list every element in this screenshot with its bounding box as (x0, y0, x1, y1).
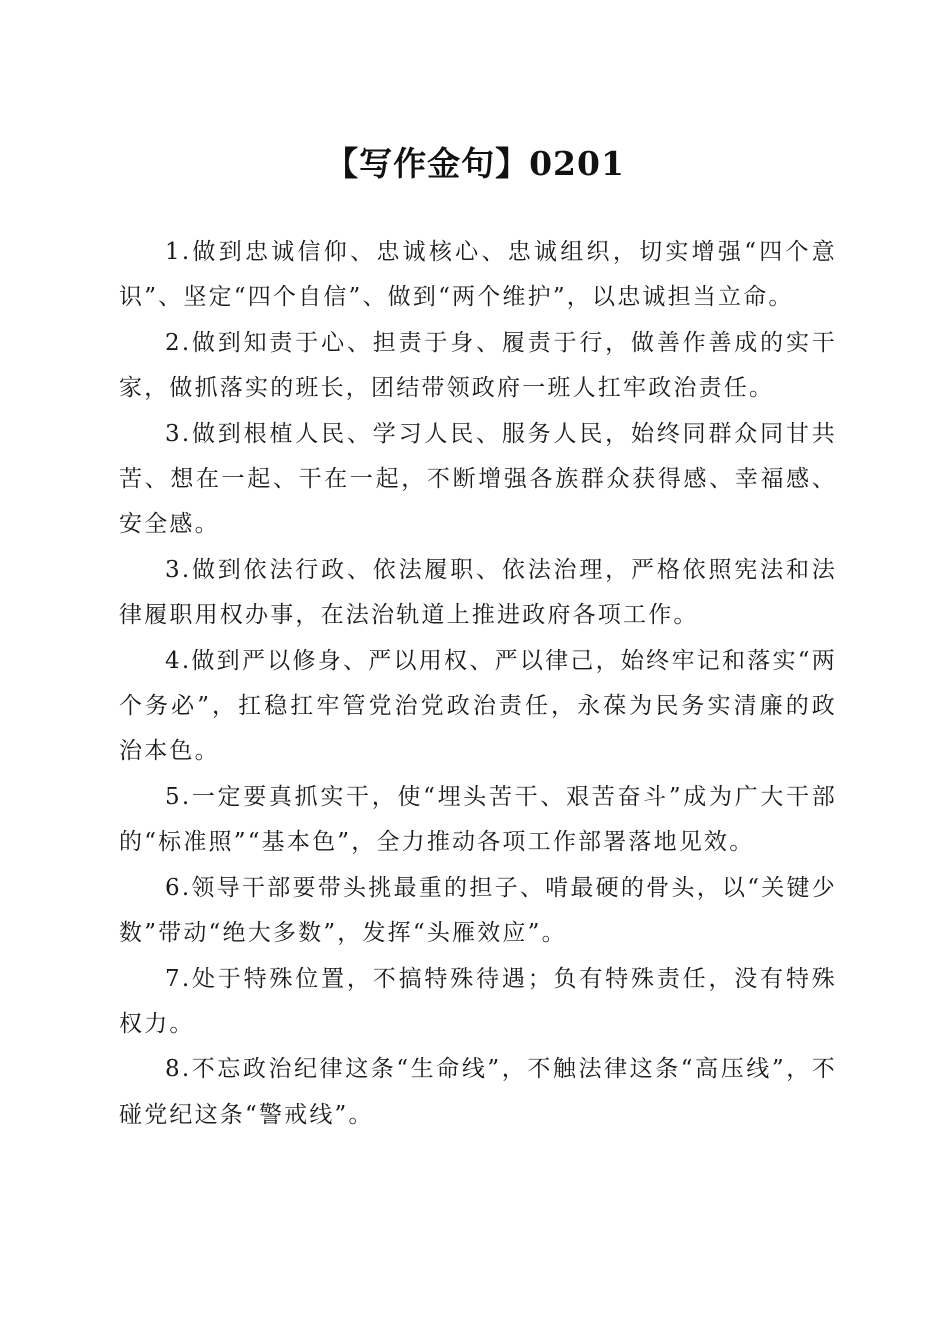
paragraph-9: 8.不忘政治纪律这条“生命线”，不触法律这条“高压线”，不碰党纪这条“警戒线”。 (119, 1056, 837, 1128)
document-title: 【写作金句】0201 (325, 144, 625, 183)
paragraph-1: 1.做到忠诚信仰、忠诚核心、忠诚组织，切实增强“四个意识”、坚定“四个自信”、做到“两个维护”，以忠诚担当立命。 (119, 239, 837, 311)
paragraph-3: 3.做到根植人民、学习人民、服务人民，始终同群众同甘共苦、想在一起、干在一起，不断增强各族群众获得感、幸福感、安全感。 (119, 420, 837, 538)
document-body (119, 230, 837, 1138)
paragraph-4: 3.做到依法行政、依法履职、依法治理，严格依照宪法和法律履职用权办事，在法治轨道上推进政府各项工作。 (119, 556, 837, 629)
paragraph-5: 4.做到严以修身、严以用权、严以律己，始终牢记和落实“两个务必”，扛稳扛牢管党治党政治责任，永葆为民务实清廉的政治本色。 (119, 647, 837, 765)
paragraph-2: 2.做到知责于心、担责于身、履责于行，做善作善成的实干家，做抓落实的班长，团结带领政府一班人扛牢政治责任。 (119, 329, 837, 402)
paragraph-6: 5.一定要真抓实干，使“埋头苦干、艰苦奋斗”成为广大干部的“标准照”“基本色”，全力推动各项工作部署落地见效。 (119, 783, 837, 856)
paragraph-7: 6.领导干部要带头挑最重的担子、啃最硬的骨头，以“关键少数”带动“绝大多数”，发挥“头雁效应”。 (119, 874, 837, 947)
paragraph-8: 7.处于特殊位置，不搞特殊待遇；负有特殊责任，没有特殊权力。 (119, 965, 837, 1037)
